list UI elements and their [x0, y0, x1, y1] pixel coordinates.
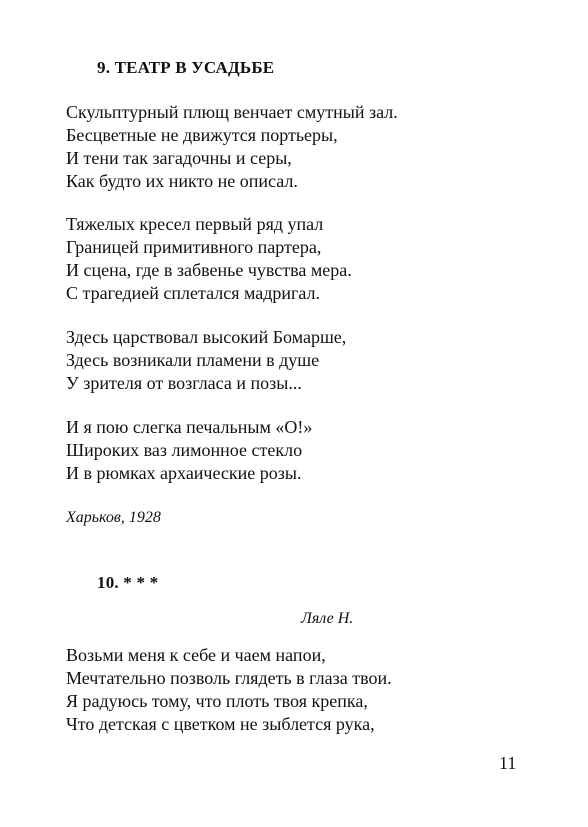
- dedication: Ляле Н.: [301, 610, 354, 627]
- verse-line: Здесь царствовал высокий Бомарше,: [66, 327, 347, 347]
- poem-title: 10. * * *: [97, 573, 159, 592]
- verse-line: Что детская с цветком не зыблется рука,: [66, 714, 375, 734]
- verse-line: С трагедией сплетался мадригал.: [66, 283, 321, 303]
- stanza: [66, 416, 312, 485]
- verse-line: И я пою слегка печальным «О!»: [66, 417, 313, 437]
- stanza: [66, 644, 392, 736]
- verse-line: И в рюмках архаические розы.: [66, 463, 302, 483]
- stanza: [66, 213, 352, 305]
- verse-line: Бесцветные не движутся портьеры,: [66, 125, 338, 145]
- verse-line: Тяжелых кресел первый ряд упал: [66, 214, 324, 234]
- verse-line: И тени так загадочны и серы,: [66, 148, 292, 168]
- verse-line: Возьми меня к себе и чаем напои,: [66, 645, 326, 665]
- verse-line: У зрителя от возгласа и позы...: [66, 373, 302, 393]
- stanza: [66, 101, 398, 193]
- verse-line: Скульптурный плющ венчает смутный зал.: [66, 102, 398, 122]
- verse-line: Как будто их никто не описал.: [66, 171, 298, 191]
- stanza: [66, 326, 346, 395]
- page-number: 11: [499, 753, 517, 773]
- verse-line: Мечтательно позволь глядеть в глаза твои.: [66, 668, 392, 688]
- verse-line: Границей примитивного партера,: [66, 237, 322, 257]
- verse-line: Широких ваз лимонное стекло: [66, 440, 303, 460]
- verse-line: И сцена, где в забвенье чувства мера.: [66, 260, 352, 280]
- poem-title: 9. ТЕАТР В УСАДЬБЕ: [97, 58, 275, 77]
- place-date: Харьков, 1928: [66, 509, 161, 526]
- verse-line: Я радуюсь тому, что плоть твоя крепка,: [66, 691, 368, 711]
- verse-line: Здесь возникали пламени в душе: [66, 350, 320, 370]
